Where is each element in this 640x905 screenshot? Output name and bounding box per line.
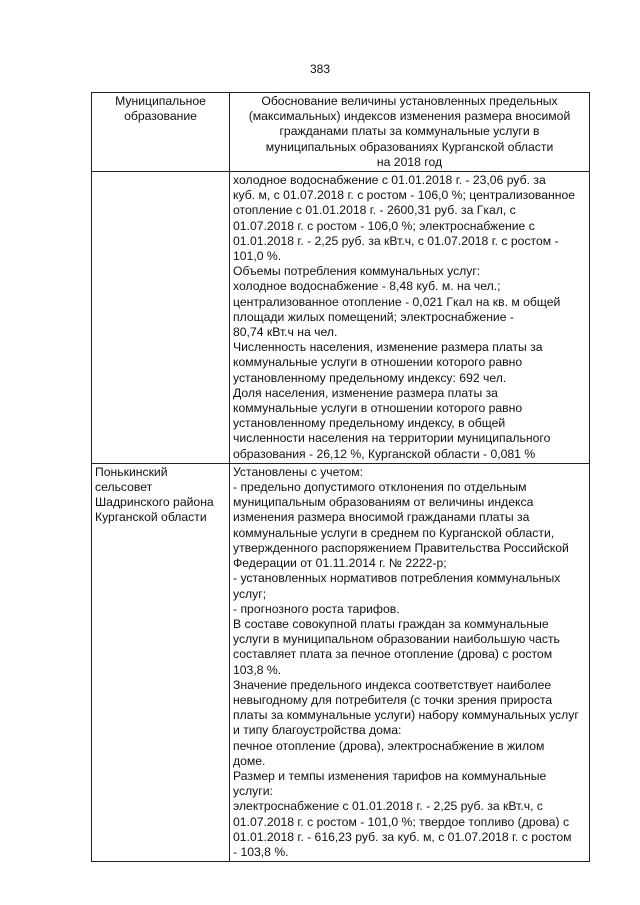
text-line: Объемы потребления коммунальных услуг: bbox=[233, 264, 481, 279]
text-line: услуги: bbox=[233, 784, 273, 799]
text-line: 103,8 %. bbox=[233, 662, 282, 677]
municipality-name-line: Понькинский сельсовет bbox=[95, 464, 168, 495]
text-line: образования - 26,12 %, Курганской области - 0,081 % bbox=[233, 446, 536, 461]
text-line: куб. м, с 01.07.2018 г. с ростом - 106,0 %; централизованное bbox=[233, 188, 576, 203]
text-line: отопление с 01.01.2018 г. - 2600,31 руб. за Гкал, с bbox=[233, 203, 516, 218]
text-line: печное отопление (дрова), электроснабжение в жилом bbox=[233, 738, 545, 753]
text-line: В составе совокупной платы граждан за коммунальные bbox=[233, 616, 549, 631]
header-justification bbox=[230, 93, 590, 172]
text-line: коммунальные услуги в среднем по Курганской области, bbox=[233, 525, 555, 540]
text-line: - предельно допустимого отклонения по отдельным bbox=[233, 480, 527, 495]
text-line: доме. bbox=[233, 753, 266, 768]
text-line: невыгодному для потребителя (с точки зрения прироста bbox=[233, 692, 553, 707]
header-col2-line: Обоснование величины установленных предельных bbox=[261, 94, 558, 108]
municipality-name-line: Курганской области bbox=[95, 510, 207, 525]
text-line: услуги в муниципальном образовании наибольшую часть bbox=[233, 632, 560, 647]
row2-justification-cell bbox=[230, 463, 590, 861]
page-number: 383 bbox=[309, 62, 331, 76]
text-line: коммунальные услуги в отношении которого равно bbox=[233, 355, 523, 370]
text-line: 01.07.2018 г. с ростом - 106,0 %; электроснабжение с bbox=[233, 218, 535, 233]
header-col2-line: гражданами платы за коммунальные услуги в bbox=[279, 124, 540, 139]
text-line: централизованное отопление - 0,021 Гкал на кв. м общей bbox=[233, 294, 561, 309]
text-line: 01.07.2018 г. с ростом - 101,0 %; твердое топливо (дрова) с bbox=[233, 814, 570, 829]
text-line: коммунальные услуги в отношении которого равно bbox=[233, 401, 523, 416]
text-line: - 103,8 %. bbox=[233, 844, 289, 859]
table-row bbox=[92, 172, 590, 464]
text-line: - установленных нормативов потребления коммунальных bbox=[233, 571, 561, 586]
header-municipality bbox=[92, 93, 230, 172]
tariff-justification-table bbox=[91, 92, 590, 862]
header-col2-line: муниципальных образованиях Курганской области bbox=[265, 139, 554, 154]
text-line: электроснабжение с 01.01.2018 г. - 2,25 руб. за кВт.ч, с bbox=[233, 799, 543, 814]
municipality-name-line: Шадринского района bbox=[95, 495, 214, 510]
row1-municipality-cell bbox=[92, 172, 230, 464]
text-line: платы за коммунальные услуги) набору коммунальных услуг bbox=[233, 708, 579, 723]
text-line: составляет плата за печное отопление (дрова) с ростом bbox=[233, 647, 553, 662]
text-line: Доля населения, изменение размера платы за bbox=[233, 385, 498, 400]
table-header-row bbox=[92, 93, 590, 172]
text-line: установленному предельному индексу, в общей bbox=[233, 416, 506, 431]
text-line: Значение предельного индекса соответствует наиболее bbox=[233, 677, 552, 692]
text-line: 01.01.2018 г. - 616,23 руб. за куб. м, с 01.07.2018 г. с ростом bbox=[233, 829, 572, 844]
text-line: холодное водоснабжение - 8,48 куб. м. на чел.; bbox=[233, 279, 501, 294]
header-col2-line: (максимальных) индексов изменения размера вносимой bbox=[248, 109, 571, 124]
text-line: изменения размера вносимой гражданами платы за bbox=[233, 510, 530, 525]
text-line: Численность населения, изменение размера платы за bbox=[233, 340, 543, 355]
text-line: Размер и темпы изменения тарифов на коммунальные bbox=[233, 768, 547, 783]
row1-justification-cell bbox=[230, 172, 590, 464]
text-line: Федерации от 01.11.2014 г. № 2222-р; bbox=[233, 556, 447, 571]
text-line: площади жилых помещений; электроснабжение - bbox=[233, 309, 514, 324]
text-line: 01.01.2018 г. - 2,25 руб. за кВт.ч, с 01.07.2018 г. с ростом - bbox=[233, 233, 559, 248]
text-line: численности населения на территории муниципального bbox=[233, 431, 551, 446]
text-line: холодное водоснабжение с 01.01.2018 г. - 23,06 руб. за bbox=[233, 173, 546, 188]
table-row bbox=[92, 463, 590, 861]
text-line: услуг; bbox=[233, 586, 267, 601]
text-line: Установлены с учетом: bbox=[233, 464, 363, 479]
text-line: 101,0 %. bbox=[233, 249, 282, 264]
header-col2-line: на 2018 год bbox=[376, 154, 443, 169]
text-line: муниципальным образованиям от величины индекса bbox=[233, 495, 534, 510]
header-col1-line: образование bbox=[124, 109, 197, 124]
text-line: и типу благоустройства дома: bbox=[233, 723, 402, 738]
text-line: утвержденного распоряжением Правительства Российской bbox=[233, 540, 569, 555]
header-col1-line: Муниципальное bbox=[115, 94, 206, 108]
text-line: - прогнозного роста тарифов. bbox=[233, 601, 400, 616]
row2-municipality-cell bbox=[92, 463, 230, 861]
text-line: установленному предельному индексу: 692 чел. bbox=[233, 370, 507, 385]
text-line: 80,74 кВт.ч на чел. bbox=[233, 325, 338, 340]
